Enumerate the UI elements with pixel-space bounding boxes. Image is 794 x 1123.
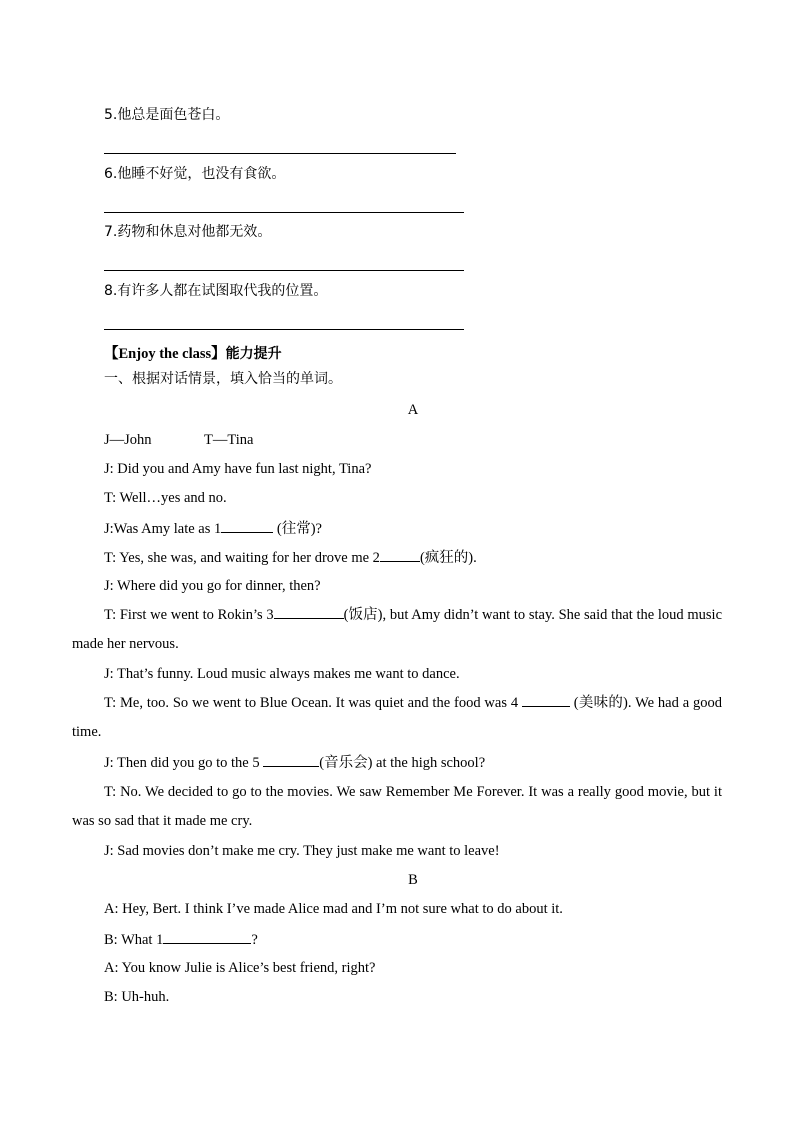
speaker-key-john: J—John <box>104 432 152 448</box>
dialogue-a-line-3-text: J:Was Amy late as 1 <box>104 521 222 537</box>
blank-b-1[interactable] <box>163 929 251 944</box>
dialogue-a-line-11: J: Sad movies don’t make me cry. They just make me want to leave! <box>104 843 500 859</box>
dialogue-b-line-4: B: Uh-huh. <box>104 989 170 1005</box>
dialogue-a-line-8-text: T: Me, too. So we went to Blue Ocean. It was quiet and the food was 4 <box>104 695 522 711</box>
dialogue-a-line-5: J: Where did you go for dinner, then? <box>104 578 321 594</box>
dialogue-a-line-6-text: T: First we went to Rokin’s 3 <box>104 607 274 623</box>
answer-line-6[interactable] <box>104 212 464 213</box>
answer-line-5[interactable] <box>104 153 456 154</box>
section-heading <box>104 342 282 363</box>
speaker-key-tina: T—Tina <box>204 432 254 448</box>
dialogue-a-line-2: T: Well…yes and no. <box>104 490 227 506</box>
section-title-en: 【Enjoy the class】 <box>104 346 226 362</box>
dialogue-b-label: B <box>408 872 418 888</box>
dialogue-b-line-3: A: You know Julie is Alice’s best friend, right? <box>104 960 376 976</box>
blank-a-5[interactable] <box>263 752 319 767</box>
dialogue-a-line-4-hint: (疯狂的). <box>419 550 477 566</box>
blank-a-4[interactable] <box>522 692 570 707</box>
dialogue-b-line-1: A: Hey, Bert. I think I’ve made Alice mad and I’m not sure what to do about it. <box>104 901 563 917</box>
dialogue-a-line-9-text: J: Then did you go to the 5 <box>104 755 264 771</box>
translation-item-7: 7.药物和休息对他都无效。 <box>104 224 272 240</box>
dialogue-a-line-9-hint: (音乐会) at the high school? <box>319 755 486 771</box>
dialogue-a-line-1: J: Did you and Amy have fun last night, Tina? <box>104 461 372 477</box>
answer-line-8[interactable] <box>104 329 464 330</box>
translation-item-5: 5.他总是面色苍白。 <box>104 107 230 123</box>
translation-item-8: 8.有许多人都在试图取代我的位置。 <box>104 283 328 299</box>
dialogue-b-line-2-end: ? <box>251 932 258 948</box>
translation-item-6: 6.他睡不好觉，也没有食欲。 <box>104 166 286 182</box>
dialogue-a-line-10: T: No. We decided to go to the movies. We saw Remember Me Forever. It was a really good movie, but it was so sad that it made me cry. <box>72 784 722 829</box>
answer-line-7[interactable] <box>104 270 464 271</box>
dialogue-a-line-9 <box>104 752 485 772</box>
dialogue-a-line-6-rest: (饭店), but Amy didn’t want to stay. She said that the loud music made her nervous. <box>72 607 723 652</box>
dialogue-a-line-8 <box>72 689 722 747</box>
dialogue-a-line-3 <box>104 518 322 538</box>
dialogue-a-line-4 <box>104 547 477 567</box>
dialogue-a-line-8-rest: (美味的). We had a good time. <box>72 695 722 740</box>
blank-a-2[interactable] <box>380 547 420 562</box>
section-instruction: 一、根据对话情景，填入恰当的单词。 <box>104 371 342 387</box>
dialogue-a-line-7: J: That’s funny. Loud music always makes me want to dance. <box>104 666 460 682</box>
dialogue-a-line-3-hint: (往常)? <box>273 521 322 537</box>
dialogue-a-line-4-text: T: Yes, she was, and waiting for her drove me 2 <box>104 550 380 566</box>
dialogue-b-line-2 <box>104 929 258 949</box>
dialogue-a-label: A <box>407 402 419 418</box>
section-title-cn: 能力提升 <box>225 346 282 362</box>
blank-a-3[interactable] <box>274 604 344 619</box>
blank-a-1[interactable] <box>221 518 273 533</box>
dialogue-b-line-2-text: B: What 1 <box>104 932 164 948</box>
dialogue-a-line-6 <box>72 601 722 659</box>
